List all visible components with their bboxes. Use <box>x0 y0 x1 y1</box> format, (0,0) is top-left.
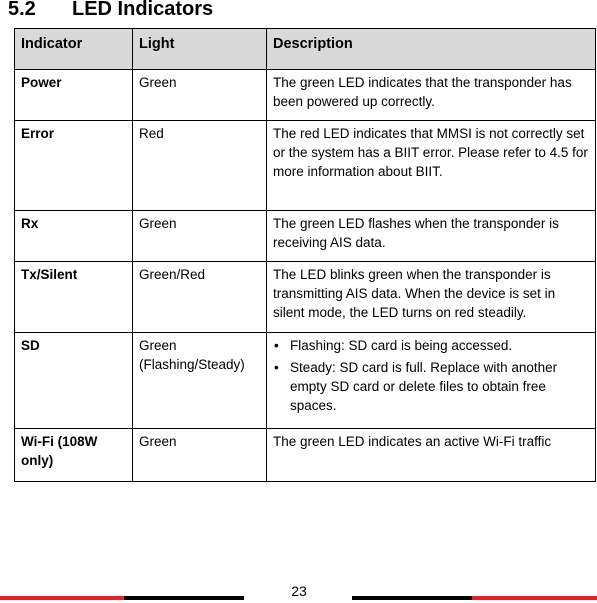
indicator-cell: SD <box>15 333 133 429</box>
table-row <box>15 70 596 121</box>
footer-line-black-right <box>352 596 472 600</box>
description-cell <box>267 333 596 429</box>
light-cell: Green <box>133 70 267 121</box>
table-row <box>15 333 596 429</box>
led-indicator-table <box>14 28 596 482</box>
footer-line-red-right <box>472 596 597 600</box>
indicator-cell: Rx <box>15 211 133 262</box>
header-light: Light <box>133 29 267 70</box>
description-cell: The green LED indicates that the transponder has been powered up correctly. <box>267 70 596 121</box>
page-number: 23 <box>291 583 307 599</box>
table-row <box>15 429 596 482</box>
description-cell: The LED blinks green when the transponder is transmitting AIS data. When the device is set in silent mode, the LED turns on red steadily. <box>267 262 596 333</box>
description-cell: The red LED indicates that MMSI is not correctly set or the system has a BIIT error. Please refer to 4.5 for more information about BIIT. <box>267 121 596 211</box>
list-item <box>273 358 589 415</box>
description-cell: The green LED flashes when the transponder is receiving AIS data. <box>267 211 596 262</box>
bullet-icon: • <box>274 360 279 375</box>
description-list <box>273 336 589 415</box>
list-item <box>273 336 589 355</box>
light-cell: Green <box>133 211 267 262</box>
indicator-cell: Power <box>15 70 133 121</box>
indicator-cell: Tx/Silent <box>15 262 133 333</box>
table-row <box>15 262 596 333</box>
indicator-cell: Wi-Fi (108W only) <box>15 429 133 482</box>
table-header-row <box>15 29 596 70</box>
light-cell: Red <box>133 121 267 211</box>
description-cell: The green LED indicates an active Wi-Fi traffic <box>267 429 596 482</box>
header-indicator: Indicator <box>15 29 133 70</box>
table-row <box>15 121 596 211</box>
list-item-text: Steady: SD card is full. Replace with another empty SD card or delete files to obtain free spaces. <box>290 360 558 413</box>
table-row <box>15 211 596 262</box>
header-description: Description <box>267 29 596 70</box>
list-item-text: Flashing: SD card is being accessed. <box>290 338 513 353</box>
light-cell: Green (Flashing/Steady) <box>133 333 267 429</box>
footer-line-black-left <box>124 596 244 600</box>
bullet-icon: • <box>274 338 279 353</box>
footer-line-red-left <box>0 596 124 600</box>
light-cell: Green/Red <box>133 262 267 333</box>
section-title: LED Indicators <box>72 0 214 20</box>
section-number: 5.2 <box>8 0 36 20</box>
light-cell: Green <box>133 429 267 482</box>
indicator-cell: Error <box>15 121 133 211</box>
section-heading <box>8 0 213 21</box>
